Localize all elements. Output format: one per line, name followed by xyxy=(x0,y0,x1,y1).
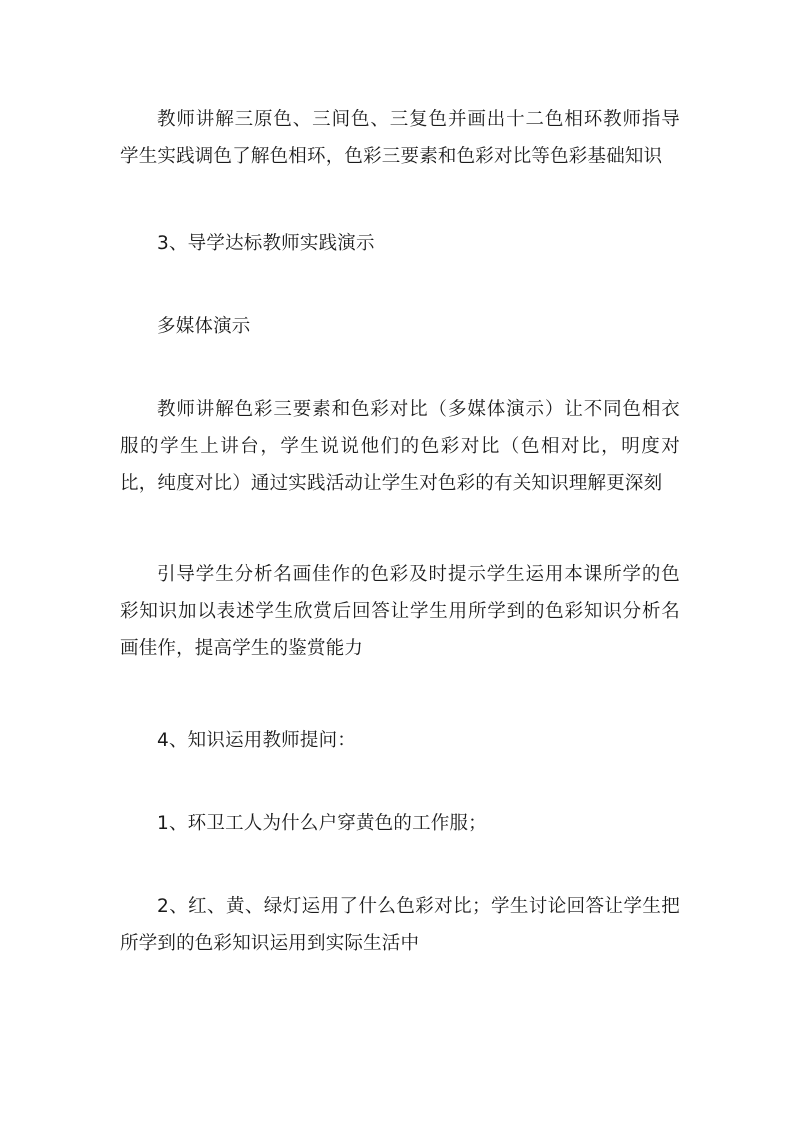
paragraph-multimedia-demo: 多媒体演示 xyxy=(157,316,251,337)
paragraph-analyze-masterpieces: 引导学生分析名画佳作的色彩及时提示学生运用本课所学的色彩知识加以表述学生欣赏后回答让学生用所学到的色彩知识分析名画佳作，提高学生的鉴赏能力 xyxy=(120,564,680,659)
paragraph-teacher-explains-colors: 教师讲解三原色、三间色、三复色并画出十二色相环教师指导学生实践调色了解色相环，色彩三要素和色彩对比等色彩基础知识 xyxy=(120,109,680,167)
paragraph-section-3-heading: 3、导学达标教师实践演示 xyxy=(157,233,375,254)
paragraph-question-2: 2、红、黄、绿灯运用了什么色彩对比；学生讨论回答让学生把所学到的色彩知识运用到实际生活中 xyxy=(120,896,680,954)
paragraph-section-4-heading: 4、知识运用教师提问： xyxy=(157,730,356,751)
paragraph-question-1: 1、环卫工人为什么户穿黄色的工作服； xyxy=(157,813,487,834)
paragraph-color-elements-contrast: 教师讲解色彩三要素和色彩对比（多媒体演示）让不同色相衣服的学生上讲台，学生说说他们的色彩对比（色相对比，明度对比，纯度对比）通过实践活动让学生对色彩的有关知识理解更深刻 xyxy=(120,399,680,494)
